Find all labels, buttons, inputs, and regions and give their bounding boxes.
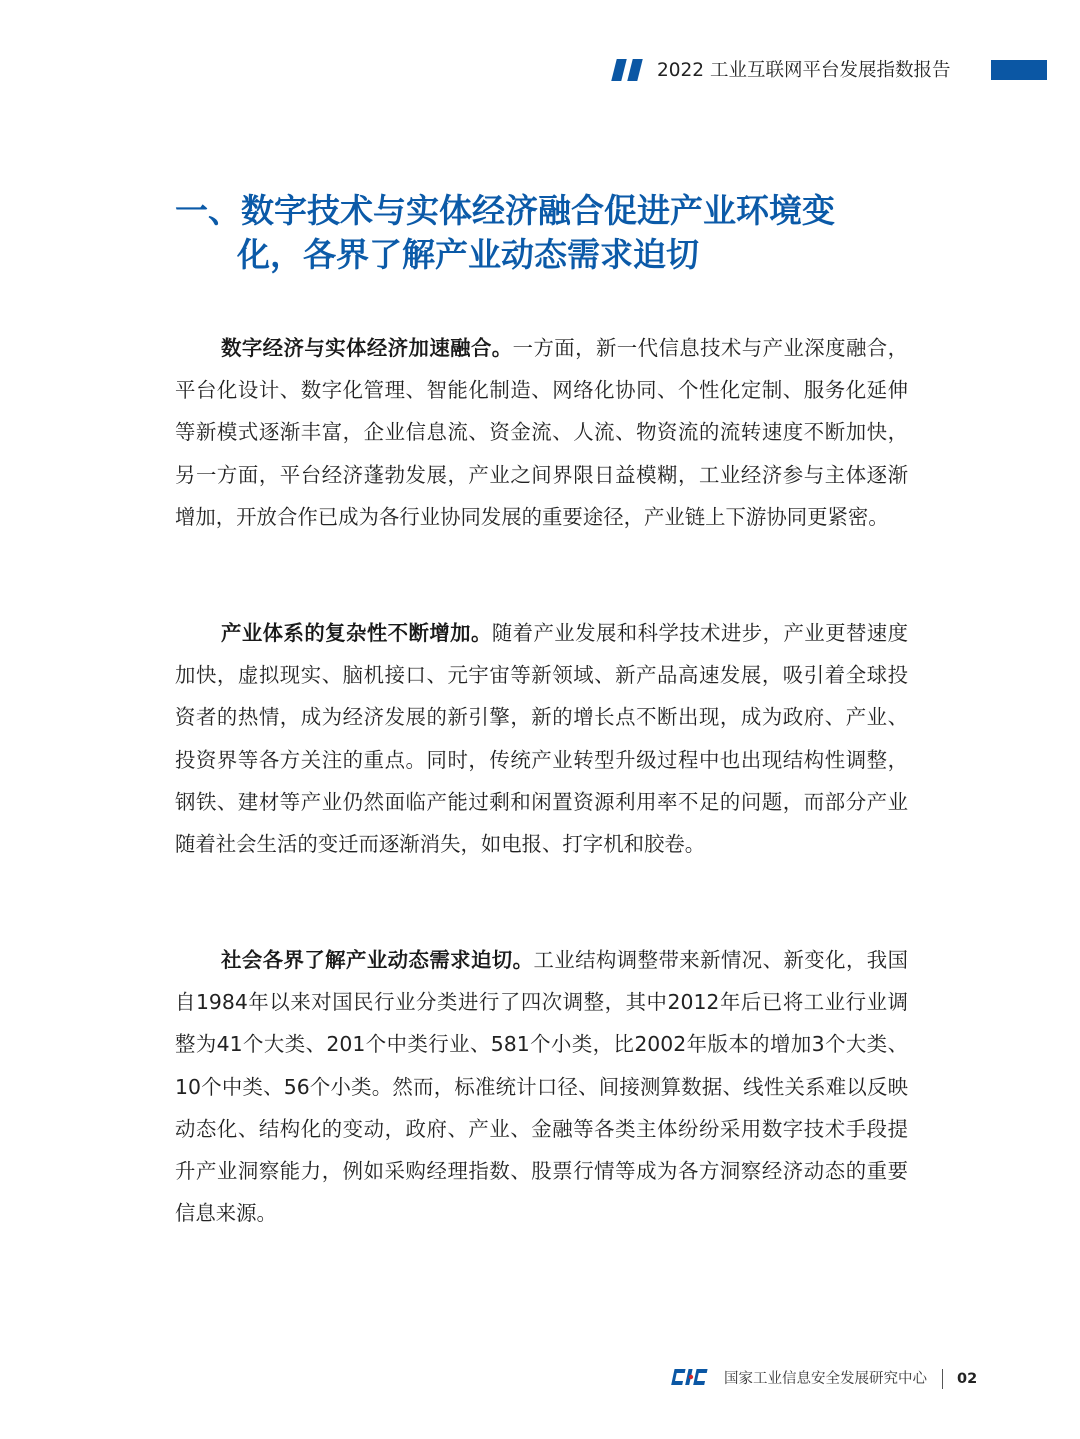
paragraph-text: 一方面，新一代信息技术与产业深度融合，平台化设计、数字化管理、智能化制造、网络化协同、个性化定制、服务化延伸等新模式逐渐丰富，企业信息流、资金流、人流、物资流的流转速度不断加快，另一方面，平台经济蓬勃发展，产业之间界限日益模糊，工业经济参与主体逐渐增加，开放合作已成为各行业协同发展的重要途径，产业链上下游协同更紧密。 — [175, 336, 908, 529]
section-heading-line1: 一、数字技术与实体经济融合促进产业环境变 — [175, 191, 835, 230]
paragraph-digital-economy — [175, 327, 908, 538]
page-number: 02 — [957, 1371, 978, 1387]
page-footer — [0, 1364, 1080, 1394]
page-header — [0, 58, 1080, 84]
cic-logo — [670, 1367, 718, 1387]
header-accent-bar — [991, 60, 1047, 80]
report-title: 2022 工业互联网平台发展指数报告 — [657, 60, 951, 81]
paragraph-lead: 数字经济与实体经济加速融合。 — [221, 336, 513, 360]
paragraph-industry-demand — [175, 939, 908, 1234]
double-slash-icon — [610, 59, 644, 81]
footer-divider — [942, 1369, 943, 1389]
section-heading — [175, 189, 915, 277]
organization-name: 国家工业信息安全发展研究中心 — [724, 1371, 927, 1387]
paragraph-lead: 产业体系的复杂性不断增加。 — [221, 621, 492, 645]
paragraph-industry-complexity — [175, 612, 908, 865]
section-heading-line2: 化，各界了解产业动态需求迫切 — [237, 235, 699, 274]
paragraph-text: 随着产业发展和科学技术进步，产业更替速度加快，虚拟现实、脑机接口、元宇宙等新领域、新产品高速发展，吸引着全球投资者的热情，成为经济发展的新引擎，新的增长点不断出现，成为政府、产业、投资界等各方关注的重点。同时，传统产业转型升级过程中也出现结构性调整，钢铁、建材等产业仍然面临产能过剩和闲置资源利用率不足的问题，而部分产业随着社会生活的变迁而逐渐消失，如电报、打字机和胶卷。 — [175, 621, 909, 857]
paragraph-lead: 社会各界了解产业动态需求迫切。 — [221, 948, 534, 972]
paragraph-text: 工业结构调整带来新情况、新变化，我国自1984年以来对国民行业分类进行了四次调整，其中2012年后已将工业行业调整为41个大类、201个中类行业、581个小类，比2002年版本的增加3个大类、10个中类、56个小类。然而，标准统计口径、间接测算数据、线性关系难以反映动态化、结构化的变动，政府、产业、金融等各类主体纷纷采用数字技术手段提升产业洞察能力，例如采购经理指数、股票行情等成为各方洞察经济动态的重要信息来源。 — [175, 948, 909, 1226]
